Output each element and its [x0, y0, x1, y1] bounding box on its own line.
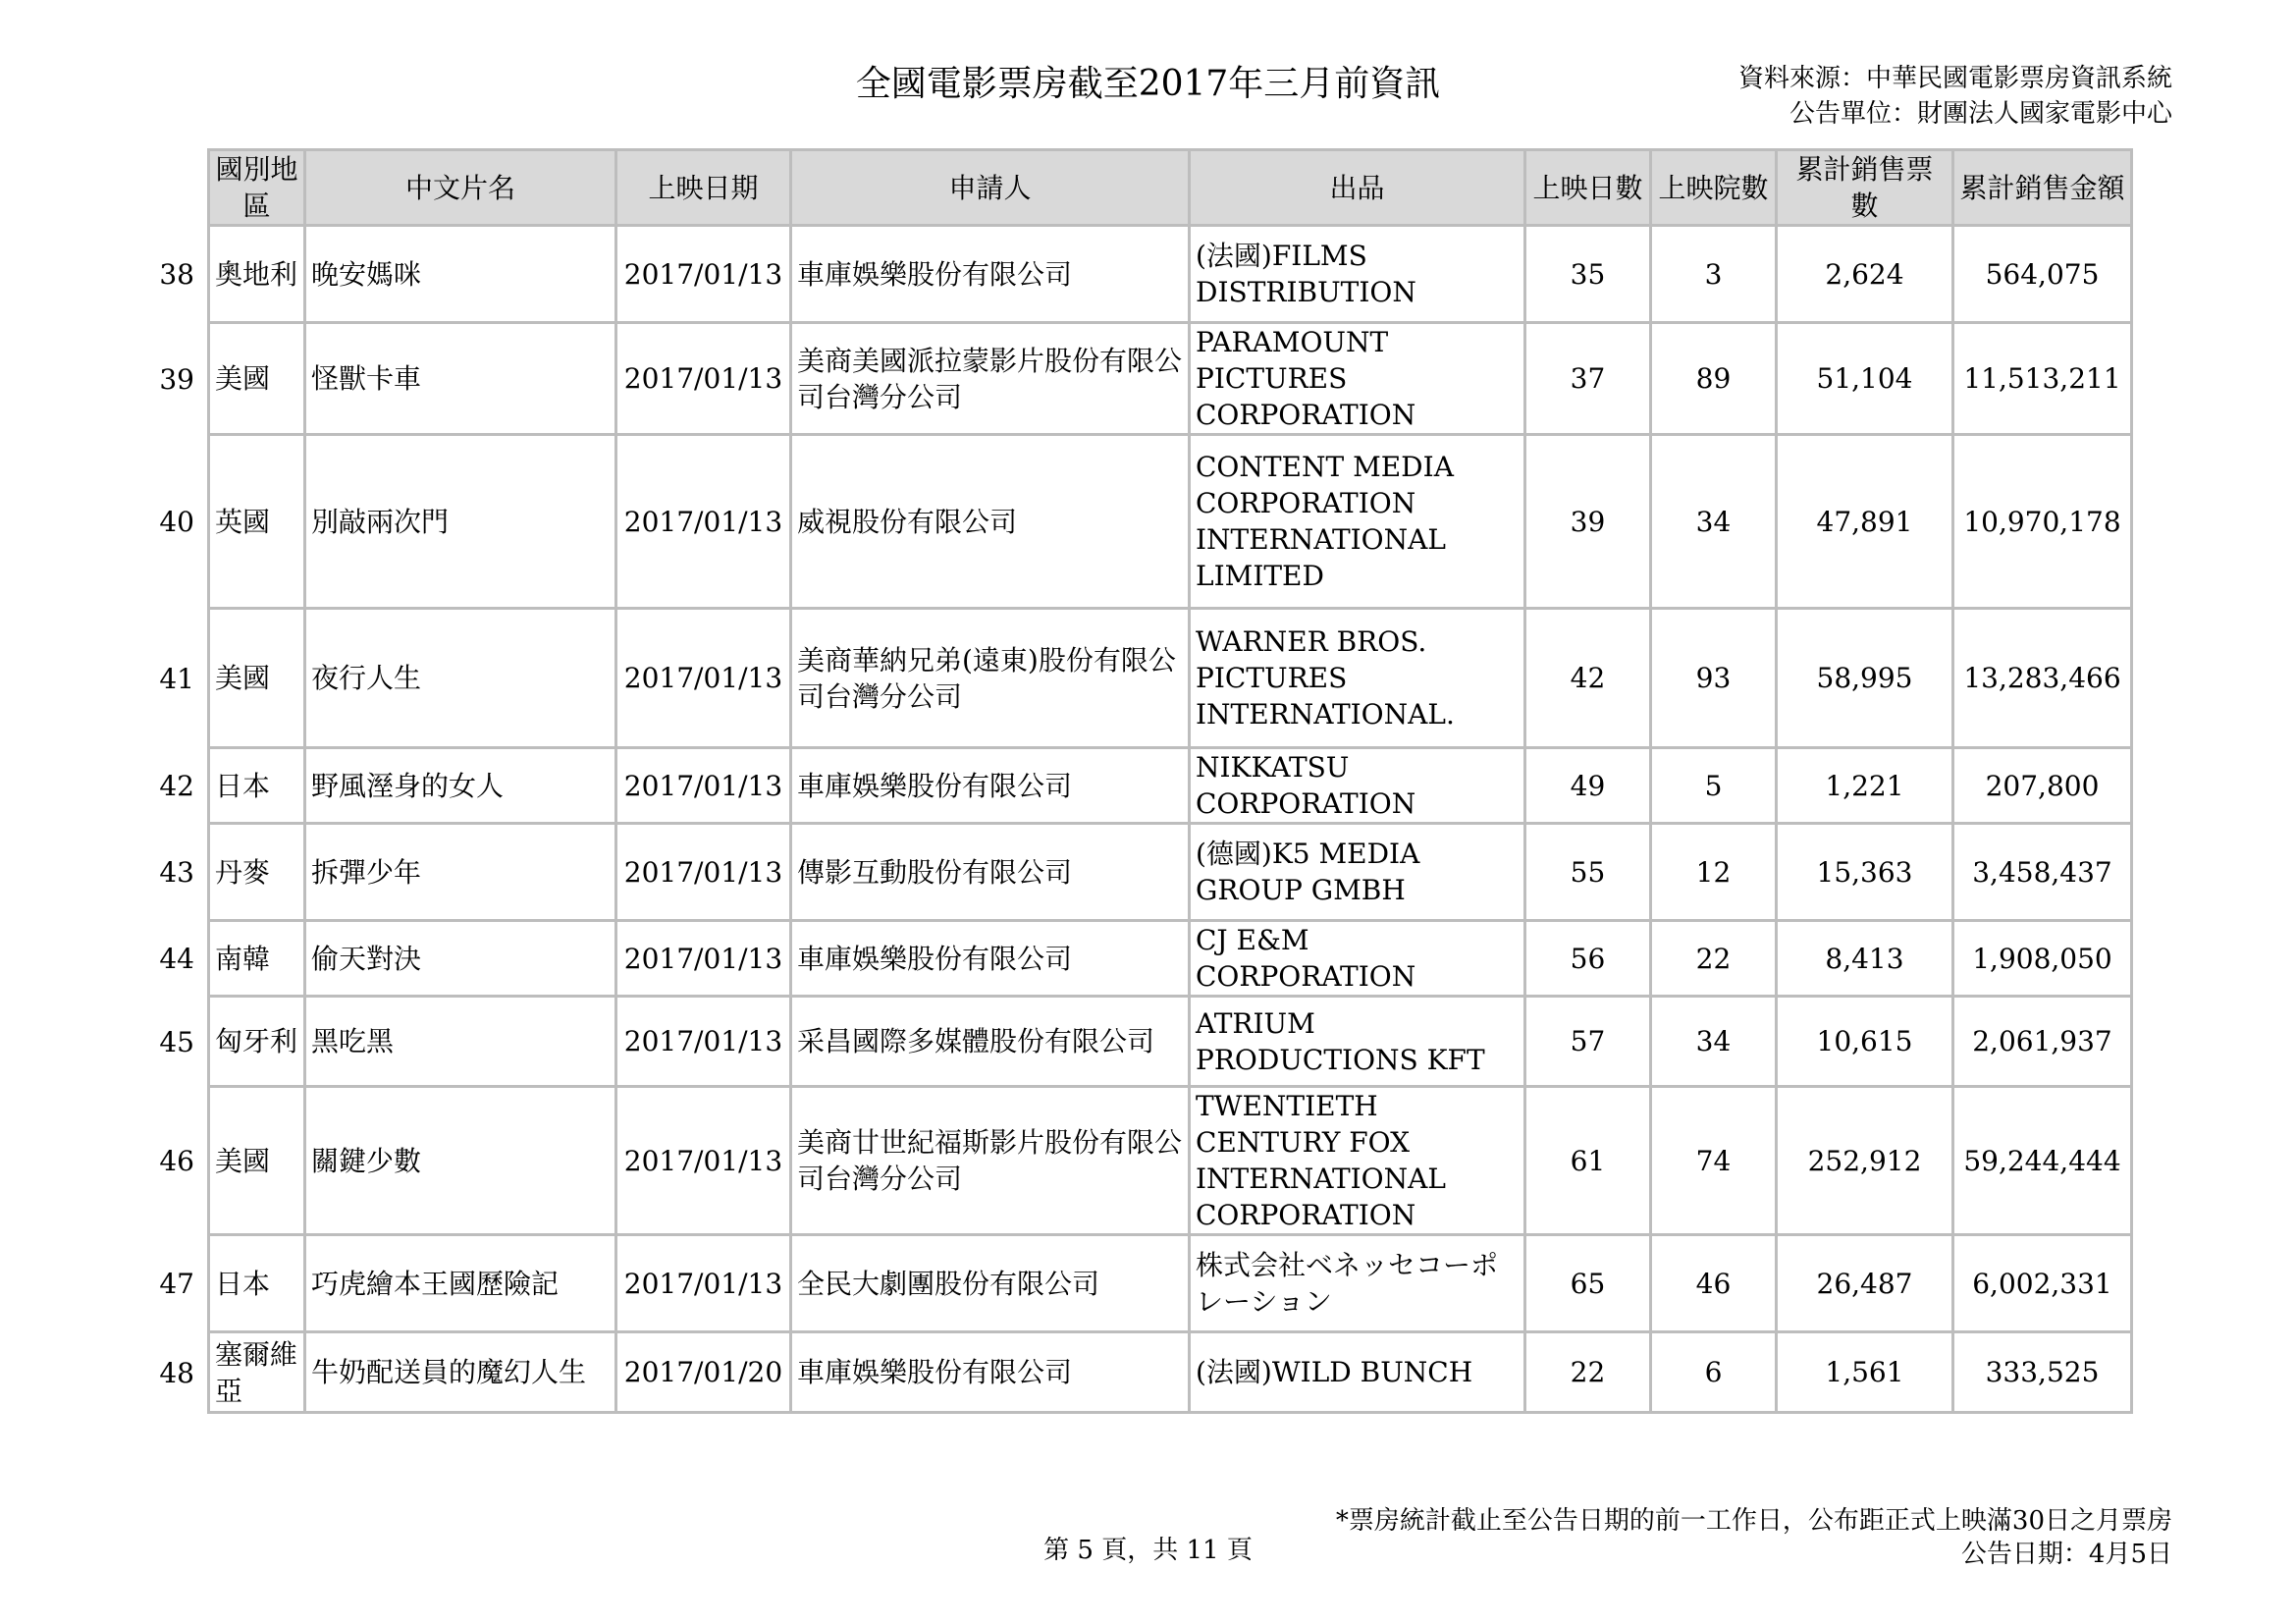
publisher: 公告單位：財團法人國家電影中心: [1789, 99, 2172, 129]
cell-tickets: 2,624: [1777, 226, 1953, 323]
table-row: [209, 824, 2132, 921]
cell-theaters: 6: [1651, 1332, 1777, 1413]
cell-country: 美國: [209, 323, 305, 435]
table-row: [209, 1235, 2132, 1332]
header-country: 國別地區: [209, 150, 305, 226]
cell-tickets: 252,912: [1777, 1087, 1953, 1235]
cell-title: 夜行人生: [305, 609, 616, 748]
cell-applicant: 全民大劇團股份有限公司: [791, 1235, 1190, 1332]
cell-tickets: 47,891: [1777, 435, 1953, 609]
header-gross: 累計銷售金額: [1953, 150, 2132, 226]
cell-date: 2017/01/13: [616, 921, 791, 997]
cell-producer: (法國)WILD BUNCH: [1190, 1332, 1525, 1413]
cell-producer: (法國)FILMS DISTRIBUTION: [1190, 226, 1525, 323]
cell-date: 2017/01/13: [616, 435, 791, 609]
cell-tickets: 10,615: [1777, 997, 1953, 1087]
cell-title: 野風溼身的女人: [305, 748, 616, 824]
cell-days: 56: [1525, 921, 1651, 997]
cell-producer: WARNER BROS. PICTURES INTERNATIONAL.: [1190, 609, 1525, 748]
cell-applicant: 美商華納兄弟(遠東)股份有限公司台灣分公司: [791, 609, 1190, 748]
cell-gross: 59,244,444: [1953, 1087, 2132, 1235]
table-header-row: [209, 150, 2132, 226]
cell-date: 2017/01/13: [616, 997, 791, 1087]
cell-producer: 株式会社ベネッセコーポレーション: [1190, 1235, 1525, 1332]
cell-applicant: 車庫娛樂股份有限公司: [791, 748, 1190, 824]
row-number: 39: [159, 362, 194, 396]
cell-theaters: 89: [1651, 323, 1777, 435]
row-number: 47: [159, 1268, 194, 1300]
cell-days: 61: [1525, 1087, 1651, 1235]
cell-days: 65: [1525, 1235, 1651, 1332]
cell-producer: NIKKATSU CORPORATION: [1190, 748, 1525, 824]
cell-theaters: 3: [1651, 226, 1777, 323]
cell-title: 巧虎繪本王國歷險記: [305, 1235, 616, 1332]
cell-country: 美國: [209, 609, 305, 748]
cell-tickets: 8,413: [1777, 921, 1953, 997]
cell-date: 2017/01/13: [616, 226, 791, 323]
row-number: 40: [159, 506, 194, 538]
cell-producer: TWENTIETH CENTURY FOX INTERNATIONAL CORPORATION: [1190, 1087, 1525, 1235]
table-row: [209, 435, 2132, 609]
box-office-table: [207, 148, 2133, 1414]
cell-theaters: 74: [1651, 1087, 1777, 1235]
cell-title: 怪獸卡車: [305, 323, 616, 435]
cell-country: 塞爾維亞: [209, 1332, 305, 1413]
cell-title: 拆彈少年: [305, 824, 616, 921]
footer-note: [1336, 1504, 2172, 1571]
cell-title: 黑吃黑: [305, 997, 616, 1087]
row-number: 43: [159, 856, 194, 889]
cell-producer: (德國)K5 MEDIA GROUP GMBH: [1190, 824, 1525, 921]
cell-theaters: 12: [1651, 824, 1777, 921]
cell-applicant: 美商美國派拉蒙影片股份有限公司台灣分公司: [791, 323, 1190, 435]
cell-applicant: 車庫娛樂股份有限公司: [791, 921, 1190, 997]
announcement-date: 公告日期：4月5日: [1960, 1540, 2172, 1569]
cell-tickets: 15,363: [1777, 824, 1953, 921]
cell-country: 奧地利: [209, 226, 305, 323]
table-row: [209, 748, 2132, 824]
cell-country: 丹麥: [209, 824, 305, 921]
data-source: 資料來源：中華民國電影票房資訊系統: [1737, 64, 2172, 93]
cell-applicant: 美商廿世紀福斯影片股份有限公司台灣分公司: [791, 1087, 1190, 1235]
table-row: [209, 226, 2132, 323]
cell-tickets: 58,995: [1777, 609, 1953, 748]
cell-days: 22: [1525, 1332, 1651, 1413]
cell-gross: 13,283,466: [1953, 609, 2132, 748]
table-row: [209, 1332, 2132, 1413]
cell-gross: 3,458,437: [1953, 824, 2132, 921]
cell-country: 南韓: [209, 921, 305, 997]
cell-theaters: 93: [1651, 609, 1777, 748]
header-date: 上映日期: [616, 150, 791, 226]
header-tickets: 累計銷售票數: [1777, 150, 1953, 226]
cell-days: 39: [1525, 435, 1651, 609]
cell-gross: 207,800: [1953, 748, 2132, 824]
cell-days: 42: [1525, 609, 1651, 748]
cell-country: 匈牙利: [209, 997, 305, 1087]
cell-gross: 2,061,937: [1953, 997, 2132, 1087]
header-producer: 出品: [1190, 150, 1525, 226]
cell-gross: 1,908,050: [1953, 921, 2132, 997]
cell-date: 2017/01/20: [616, 1332, 791, 1413]
table-row: [209, 323, 2132, 435]
cell-theaters: 22: [1651, 921, 1777, 997]
header-days: 上映日數: [1525, 150, 1651, 226]
cell-producer: CONTENT MEDIA CORPORATION INTERNATIONAL LIMITED: [1190, 435, 1525, 609]
cell-title: 關鍵少數: [305, 1087, 616, 1235]
cell-date: 2017/01/13: [616, 824, 791, 921]
header-theaters: 上映院數: [1651, 150, 1777, 226]
row-number: 46: [159, 1145, 194, 1177]
header-title: 中文片名: [305, 150, 616, 226]
cell-theaters: 5: [1651, 748, 1777, 824]
cell-title: 晚安媽咪: [305, 226, 616, 323]
cell-country: 美國: [209, 1087, 305, 1235]
page-number: 第 5 頁，共 11 頁: [1043, 1536, 1253, 1565]
cell-date: 2017/01/13: [616, 748, 791, 824]
cell-tickets: 26,487: [1777, 1235, 1953, 1332]
cell-theaters: 34: [1651, 435, 1777, 609]
source-info: [1738, 61, 2172, 132]
cell-days: 37: [1525, 323, 1651, 435]
cell-date: 2017/01/13: [616, 1087, 791, 1235]
cell-title: 別敲兩次門: [305, 435, 616, 609]
cell-tickets: 51,104: [1777, 323, 1953, 435]
table-row: [209, 1087, 2132, 1235]
cell-producer: ATRIUM PRODUCTIONS KFT: [1190, 997, 1525, 1087]
cell-producer: PARAMOUNT PICTURES CORPORATION: [1190, 323, 1525, 435]
box-office-note: *票房統計截止至公告日期的前一工作日，公布距正式上映滿30日之月票房: [1335, 1506, 2172, 1536]
cell-gross: 10,970,178: [1953, 435, 2132, 609]
table-row: [209, 609, 2132, 748]
cell-country: 英國: [209, 435, 305, 609]
header-applicant: 申請人: [791, 150, 1190, 226]
row-number: 45: [159, 1025, 194, 1058]
cell-gross: 564,075: [1953, 226, 2132, 323]
cell-applicant: 威視股份有限公司: [791, 435, 1190, 609]
table-row: [209, 997, 2132, 1087]
cell-applicant: 傳影互動股份有限公司: [791, 824, 1190, 921]
cell-tickets: 1,221: [1777, 748, 1953, 824]
cell-gross: 6,002,331: [1953, 1235, 2132, 1332]
row-number: 42: [159, 770, 194, 802]
row-number: 44: [159, 943, 194, 975]
cell-theaters: 34: [1651, 997, 1777, 1087]
cell-date: 2017/01/13: [616, 609, 791, 748]
row-number: 48: [159, 1356, 194, 1389]
cell-applicant: 車庫娛樂股份有限公司: [791, 226, 1190, 323]
page-title: 全國電影票房截至2017年三月前資訊: [855, 64, 1441, 104]
cell-date: 2017/01/13: [616, 323, 791, 435]
cell-title: 牛奶配送員的魔幻人生: [305, 1332, 616, 1413]
cell-days: 57: [1525, 997, 1651, 1087]
cell-tickets: 1,561: [1777, 1332, 1953, 1413]
row-number: 38: [159, 258, 194, 291]
cell-date: 2017/01/13: [616, 1235, 791, 1332]
cell-days: 49: [1525, 748, 1651, 824]
cell-days: 55: [1525, 824, 1651, 921]
cell-country: 日本: [209, 1235, 305, 1332]
cell-applicant: 車庫娛樂股份有限公司: [791, 1332, 1190, 1413]
row-number: 41: [159, 662, 194, 695]
cell-gross: 11,513,211: [1953, 323, 2132, 435]
cell-title: 偷天對決: [305, 921, 616, 997]
cell-theaters: 46: [1651, 1235, 1777, 1332]
cell-producer: CJ E&M CORPORATION: [1190, 921, 1525, 997]
cell-applicant: 采昌國際多媒體股份有限公司: [791, 997, 1190, 1087]
cell-gross: 333,525: [1953, 1332, 2132, 1413]
cell-country: 日本: [209, 748, 305, 824]
table-row: [209, 921, 2132, 997]
cell-days: 35: [1525, 226, 1651, 323]
